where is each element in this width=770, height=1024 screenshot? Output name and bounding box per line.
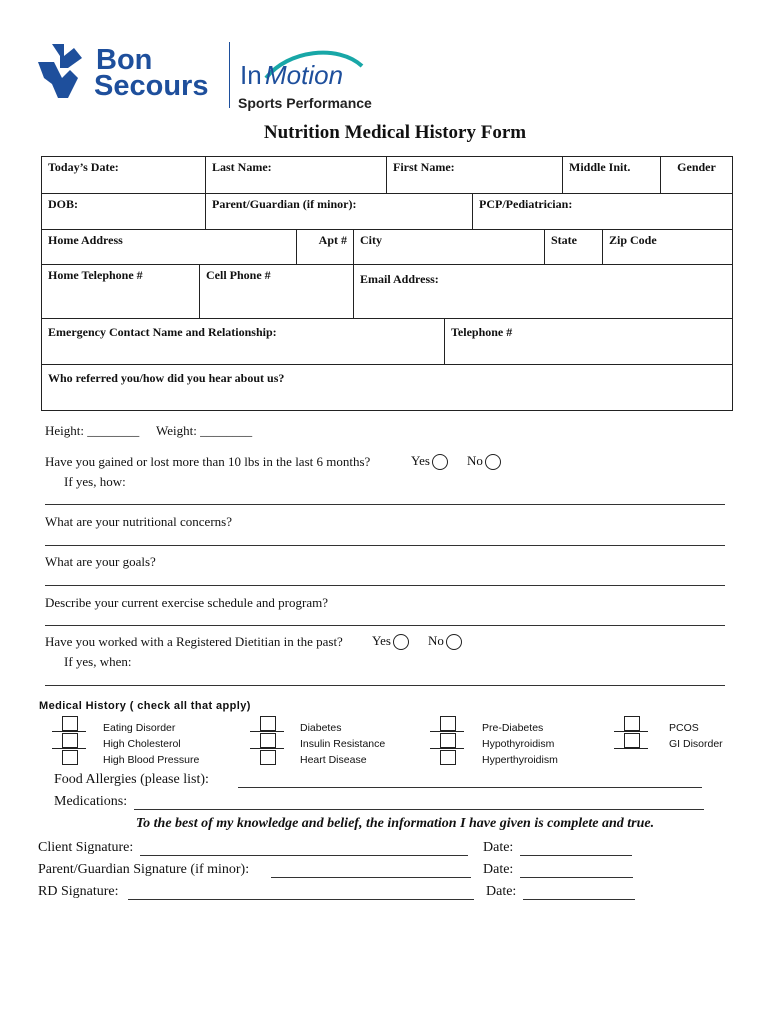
first-name-field[interactable] bbox=[386, 156, 563, 194]
rd-date-line[interactable] bbox=[523, 899, 635, 900]
med-item-high-cholesterol: High Cholesterol bbox=[103, 738, 181, 750]
dob-label: DOB: bbox=[48, 197, 78, 211]
exercise-answer-line[interactable] bbox=[45, 625, 725, 626]
cell-phone-field[interactable] bbox=[199, 264, 354, 319]
sports-performance: Sports Performance bbox=[238, 95, 372, 111]
checkbox-group-1 bbox=[50, 714, 90, 770]
home-address-label: Home Address bbox=[48, 233, 123, 247]
med-item-pre-diabetes: Pre-Diabetes bbox=[482, 722, 544, 734]
medical-col3 bbox=[482, 720, 558, 768]
referred-label: Who referred you/how did you hear about us? bbox=[48, 371, 285, 385]
pcp-label: PCP/Pediatrician: bbox=[479, 197, 573, 211]
medications-label: Medications: bbox=[54, 794, 128, 809]
last-name-field[interactable] bbox=[205, 156, 387, 194]
last-name-label: Last Name: bbox=[212, 160, 272, 174]
inmotion-logo bbox=[238, 50, 388, 110]
city-field[interactable] bbox=[353, 229, 545, 265]
gained-no-label: No bbox=[467, 453, 483, 468]
if-yes-when-label: If yes, when: bbox=[64, 654, 132, 669]
exercise-question: Describe your current exercise schedule and program? bbox=[45, 595, 328, 610]
med-item-diabetes: Diabetes bbox=[300, 722, 342, 734]
dietitian-question: Have you worked with a Registered Dietitian in the past? bbox=[45, 634, 343, 649]
dietitian-no-label: No bbox=[428, 633, 444, 648]
checkbox-gi-disorder[interactable] bbox=[624, 733, 640, 748]
dietitian-no-option[interactable] bbox=[428, 633, 462, 650]
rd-signature-label: RD Signature: bbox=[38, 884, 119, 899]
client-signature-label: Client Signature: bbox=[38, 840, 134, 855]
referred-field[interactable] bbox=[41, 364, 733, 411]
parent-signature-line[interactable] bbox=[271, 877, 471, 878]
checkbox-insulin-resistance[interactable] bbox=[260, 733, 276, 748]
emergency-telephone-label: Telephone # bbox=[451, 325, 513, 339]
checkbox-hyperthyroidism[interactable] bbox=[440, 750, 456, 765]
logo-bon: Bon bbox=[96, 44, 153, 76]
gained-no-radio[interactable] bbox=[485, 454, 501, 470]
todays-date-field[interactable] bbox=[41, 156, 206, 194]
dietitian-no-radio[interactable] bbox=[446, 634, 462, 650]
first-name-label: First Name: bbox=[393, 160, 455, 174]
med-item-pcos: PCOS bbox=[669, 722, 699, 734]
client-date-label: Date: bbox=[483, 840, 514, 855]
city-label: City bbox=[360, 233, 382, 247]
rd-date-label: Date: bbox=[486, 884, 517, 899]
home-telephone-label: Home Telephone # bbox=[48, 268, 143, 282]
bon-secours-logo bbox=[38, 44, 218, 104]
parent-field[interactable] bbox=[205, 193, 473, 230]
checkbox-pcos[interactable] bbox=[624, 716, 640, 731]
zip-label: Zip Code bbox=[609, 233, 657, 247]
gained-no-option[interactable] bbox=[467, 453, 501, 470]
checkbox-pre-diabetes[interactable] bbox=[440, 716, 456, 731]
med-item-gi-disorder: GI Disorder bbox=[669, 738, 723, 750]
checkbox-eating-disorder[interactable] bbox=[62, 716, 78, 731]
parent-date-line[interactable] bbox=[520, 877, 633, 878]
medical-history-heading: Medical History ( check all that apply) bbox=[39, 700, 251, 712]
dietitian-yes-option[interactable] bbox=[372, 633, 409, 650]
apt-label: Apt # bbox=[318, 233, 347, 247]
dietitian-yes-label: Yes bbox=[372, 633, 391, 648]
emergency-telephone-field[interactable] bbox=[444, 318, 733, 365]
gained-yes-label: Yes bbox=[411, 453, 430, 468]
med-item-insulin-resistance: Insulin Resistance bbox=[300, 738, 386, 750]
gender-field[interactable] bbox=[660, 156, 733, 194]
state-field[interactable] bbox=[544, 229, 603, 265]
dietitian-yes-radio[interactable] bbox=[393, 634, 409, 650]
checkbox-hypothyroidism[interactable] bbox=[440, 733, 456, 748]
concerns-question: What are your nutritional concerns? bbox=[45, 514, 232, 529]
apt-field[interactable] bbox=[296, 229, 354, 265]
if-yes-how-label: If yes, how: bbox=[64, 474, 126, 489]
medical-col1 bbox=[103, 720, 199, 768]
logo-divider bbox=[229, 42, 230, 108]
weight-label: Weight: ________ bbox=[156, 423, 253, 438]
gained-question: Have you gained or lost more than 10 lbs in the last 6 months? bbox=[45, 454, 371, 469]
checkbox-diabetes[interactable] bbox=[260, 716, 276, 731]
certification-statement: To the best of my knowledge and belief, the information I have given is complete and true. bbox=[135, 816, 655, 831]
rd-signature-line[interactable] bbox=[128, 899, 474, 900]
concerns-answer-line[interactable] bbox=[45, 545, 725, 546]
pcp-field[interactable] bbox=[472, 193, 733, 230]
zip-field[interactable] bbox=[602, 229, 733, 265]
dob-field[interactable] bbox=[41, 193, 206, 230]
med-item-heart-disease: Heart Disease bbox=[300, 754, 367, 766]
home-telephone-field[interactable] bbox=[41, 264, 200, 319]
med-item-eating-disorder: Eating Disorder bbox=[103, 722, 176, 734]
email-label: Email Address: bbox=[360, 272, 439, 286]
medical-col4 bbox=[669, 720, 723, 752]
goals-answer-line[interactable] bbox=[45, 585, 725, 586]
medications-line[interactable] bbox=[134, 809, 704, 810]
checkbox-group-3 bbox=[428, 714, 468, 770]
gender-label: Gender bbox=[677, 160, 716, 174]
middle-init-label: Middle Init. bbox=[569, 160, 631, 174]
checkbox-group-2 bbox=[248, 714, 288, 770]
checkbox-high-cholesterol[interactable] bbox=[62, 733, 78, 748]
goals-question: What are your goals? bbox=[45, 554, 156, 569]
email-field[interactable] bbox=[353, 264, 733, 319]
checkbox-group-4 bbox=[612, 714, 652, 754]
gained-yes-option[interactable] bbox=[411, 453, 448, 470]
inmotion-motion: Motion bbox=[265, 60, 344, 90]
food-allergies-line[interactable] bbox=[238, 787, 702, 788]
parent-date-label: Date: bbox=[483, 862, 514, 877]
parent-label: Parent/Guardian (if minor): bbox=[212, 197, 357, 211]
page-title: Nutrition Medical History Form bbox=[263, 122, 527, 143]
checkbox-high-blood-pressure[interactable] bbox=[62, 750, 78, 765]
state-label: State bbox=[551, 233, 577, 247]
emergency-contact-label: Emergency Contact Name and Relationship: bbox=[48, 325, 277, 339]
todays-date-label: Today’s Date: bbox=[48, 160, 119, 174]
bon-secours-mark-icon bbox=[38, 44, 88, 102]
med-item-hyperthyroidism: Hyperthyroidism bbox=[482, 754, 558, 766]
how-answer-line[interactable] bbox=[45, 504, 725, 505]
logo-secours: Secours bbox=[94, 70, 209, 102]
cell-phone-label: Cell Phone # bbox=[206, 268, 271, 282]
medical-col2 bbox=[300, 720, 385, 768]
gained-yes-radio[interactable] bbox=[432, 454, 448, 470]
food-allergies-label: Food Allergies (please list): bbox=[54, 772, 209, 787]
inmotion-in: In bbox=[240, 60, 262, 90]
parent-signature-label: Parent/Guardian Signature (if minor): bbox=[38, 862, 250, 877]
height-label: Height: ________ bbox=[45, 423, 140, 438]
med-item-high-blood-pressure: High Blood Pressure bbox=[103, 754, 200, 766]
when-answer-line[interactable] bbox=[45, 685, 725, 686]
med-item-hypothyroidism: Hypothyroidism bbox=[482, 738, 555, 750]
home-address-field[interactable] bbox=[41, 229, 297, 265]
client-signature-line[interactable] bbox=[140, 855, 468, 856]
emergency-contact-field[interactable] bbox=[41, 318, 445, 365]
client-date-line[interactable] bbox=[520, 855, 632, 856]
checkbox-heart-disease[interactable] bbox=[260, 750, 276, 765]
middle-init-field[interactable] bbox=[562, 156, 661, 194]
